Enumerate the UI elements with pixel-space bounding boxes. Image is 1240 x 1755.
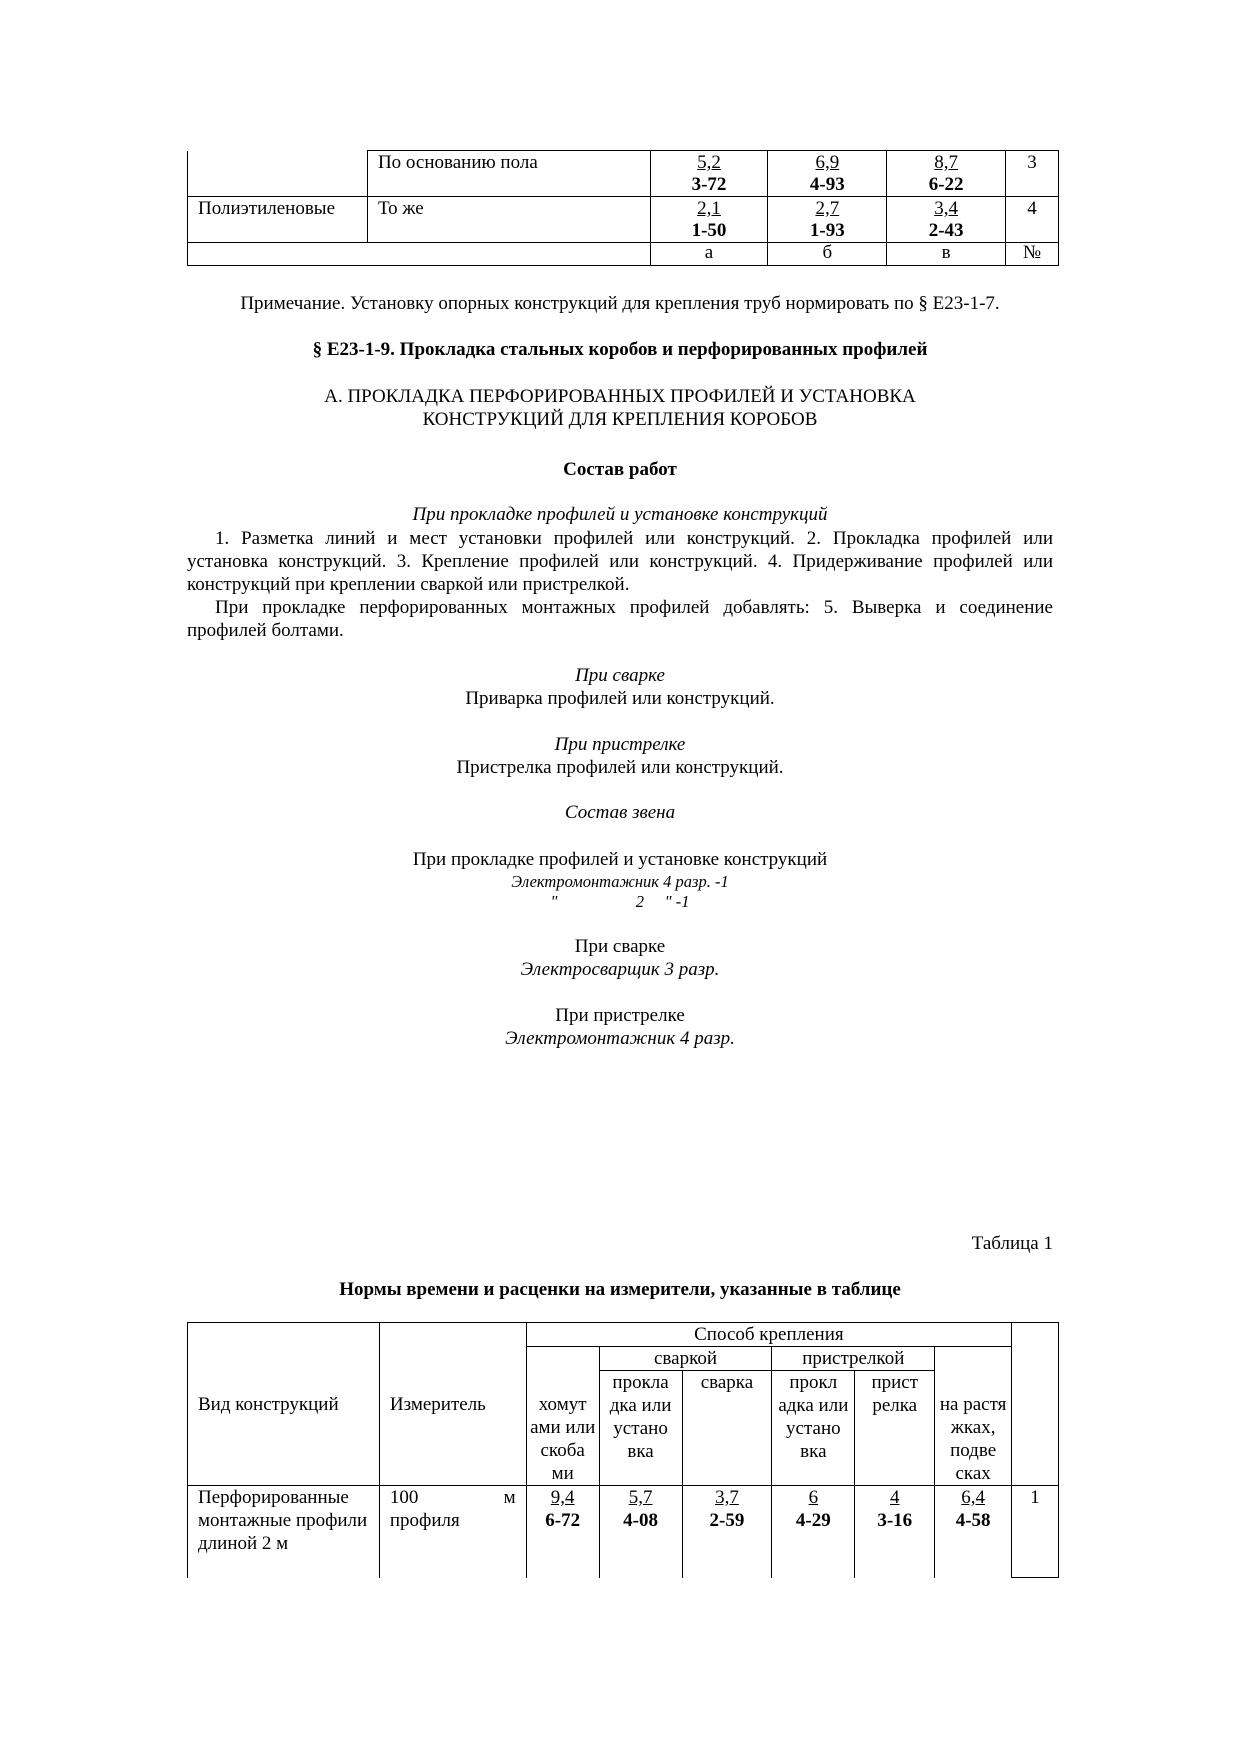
footer-num: № <box>1006 243 1059 266</box>
cell-c: 8,7 6-22 <box>887 151 1006 197</box>
weld-block: При сварке Приварка профилей или конструкций. <box>465 665 775 709</box>
cell-method: То же <box>367 197 650 243</box>
crew-weld-block: При сварке Электросварщик 3 разр. <box>520 936 720 980</box>
header-clamps: хомут ами или скоба ми <box>526 1347 599 1486</box>
table-footer-row <box>188 243 1059 266</box>
table-label: Таблица 1 <box>971 1233 1053 1254</box>
cell-b: 2,7 1-93 <box>768 197 887 243</box>
header-shoot-lay: прокл адка или устано вка <box>772 1371 855 1486</box>
header-weld-weld: сварка <box>682 1371 772 1486</box>
cell-b: 6,9 4-93 <box>768 151 887 197</box>
crew-heading: Состав звена <box>564 802 676 823</box>
cell-empty <box>188 243 651 266</box>
header-unit: Измеритель <box>379 1323 526 1486</box>
section-title: § Е23-1-9. Прокладка стальных коробов и перфорированных профилей <box>312 339 928 360</box>
crew-shoot-block: При пристрелке Электромонтажник 4 разр. <box>505 1005 735 1049</box>
cell-weld-weld: 3,7 2-59 <box>682 1486 772 1578</box>
cell-weld-lay: 5,7 4-08 <box>599 1486 682 1578</box>
cell-unit: 100 м профиля <box>379 1486 526 1578</box>
note: Примечание. Установку опорных конструкций для крепления труб нормировать по § Е23-1-7. <box>240 293 1000 314</box>
cell-num: 1 <box>1012 1486 1059 1578</box>
header-weld: сваркой <box>599 1347 772 1371</box>
work-paragraph-1: 1. Разметка линий и мест установки профилей или конструкций. 2. Прокладка профилей или установка конструкций. 3. Крепление профилей или конструкций. 4. Придерживание профилей или конструкций при креплении сваркой или пристрелкой. <box>187 528 1053 595</box>
table-row <box>188 151 1059 197</box>
subsection-title: А. ПРОКЛАДКА ПЕРФОРИРОВАННЫХ ПРОФИЛЕЙ И УСТАНОВКА КОНСТРУКЦИЙ ДЛЯ КРЕПЛЕНИЯ КОРОБОВ <box>324 386 916 430</box>
cell-type <box>188 151 368 197</box>
work-heading: Состав работ <box>563 459 677 480</box>
cell-num: 4 <box>1006 197 1059 243</box>
cell-stretch: 6,4 4-58 <box>935 1486 1012 1578</box>
top-norms-table <box>187 150 1059 266</box>
crew-install-list: Электромонтажник 4 разр. -1 " 2 " -1 <box>511 872 729 911</box>
header-weld-lay: прокла дка или устано вка <box>599 1371 682 1486</box>
header-type: Вид конструкций <box>188 1323 380 1486</box>
work-description <box>187 527 1053 642</box>
header-method: Способ крепления <box>526 1323 1011 1347</box>
header-shoot: пристрелкой <box>772 1347 935 1371</box>
cell-num: 3 <box>1006 151 1059 197</box>
table-row <box>188 1486 1059 1578</box>
cell-a: 5,2 3-72 <box>650 151 768 197</box>
crew-install-heading: При прокладке профилей и установке конструкций <box>412 849 828 870</box>
cell-c: 3,4 2-43 <box>887 197 1006 243</box>
footer-c: в <box>887 243 1006 266</box>
cell-method: По основанию пола <box>367 151 650 197</box>
main-norms-table <box>187 1322 1059 1578</box>
cell-a: 2,1 1-50 <box>650 197 768 243</box>
cell-type: Перфорированные монтажные профили длиной 2 м <box>188 1486 380 1578</box>
cell-shoot-lay: 6 4-29 <box>772 1486 855 1578</box>
header-row-1 <box>188 1323 1059 1347</box>
footer-b: б <box>768 243 887 266</box>
cell-shoot-shoot: 4 3-16 <box>855 1486 935 1578</box>
work-paragraph-2: При прокладке перфорированных монтажных профилей добавлять: 5. Выверка и соединение профилей болтами. <box>187 597 1053 641</box>
cell-type: Полиэтиленовые <box>188 197 368 243</box>
table-row <box>188 197 1059 243</box>
table-title: Нормы времени и расценки на измерители, указанные в таблице <box>339 1279 901 1300</box>
cell-clamps: 9,4 6-72 <box>526 1486 599 1578</box>
header-num <box>1012 1323 1059 1486</box>
header-stretch: на растя жках, подве сках <box>935 1347 1012 1486</box>
header-shoot-shoot: прист релка <box>855 1371 935 1486</box>
shoot-block: При пристрелке Пристрелка профилей или конструкций. <box>456 734 784 778</box>
work-subheading: При прокладке профилей и установке конструкций <box>412 504 828 525</box>
footer-a: а <box>650 243 768 266</box>
